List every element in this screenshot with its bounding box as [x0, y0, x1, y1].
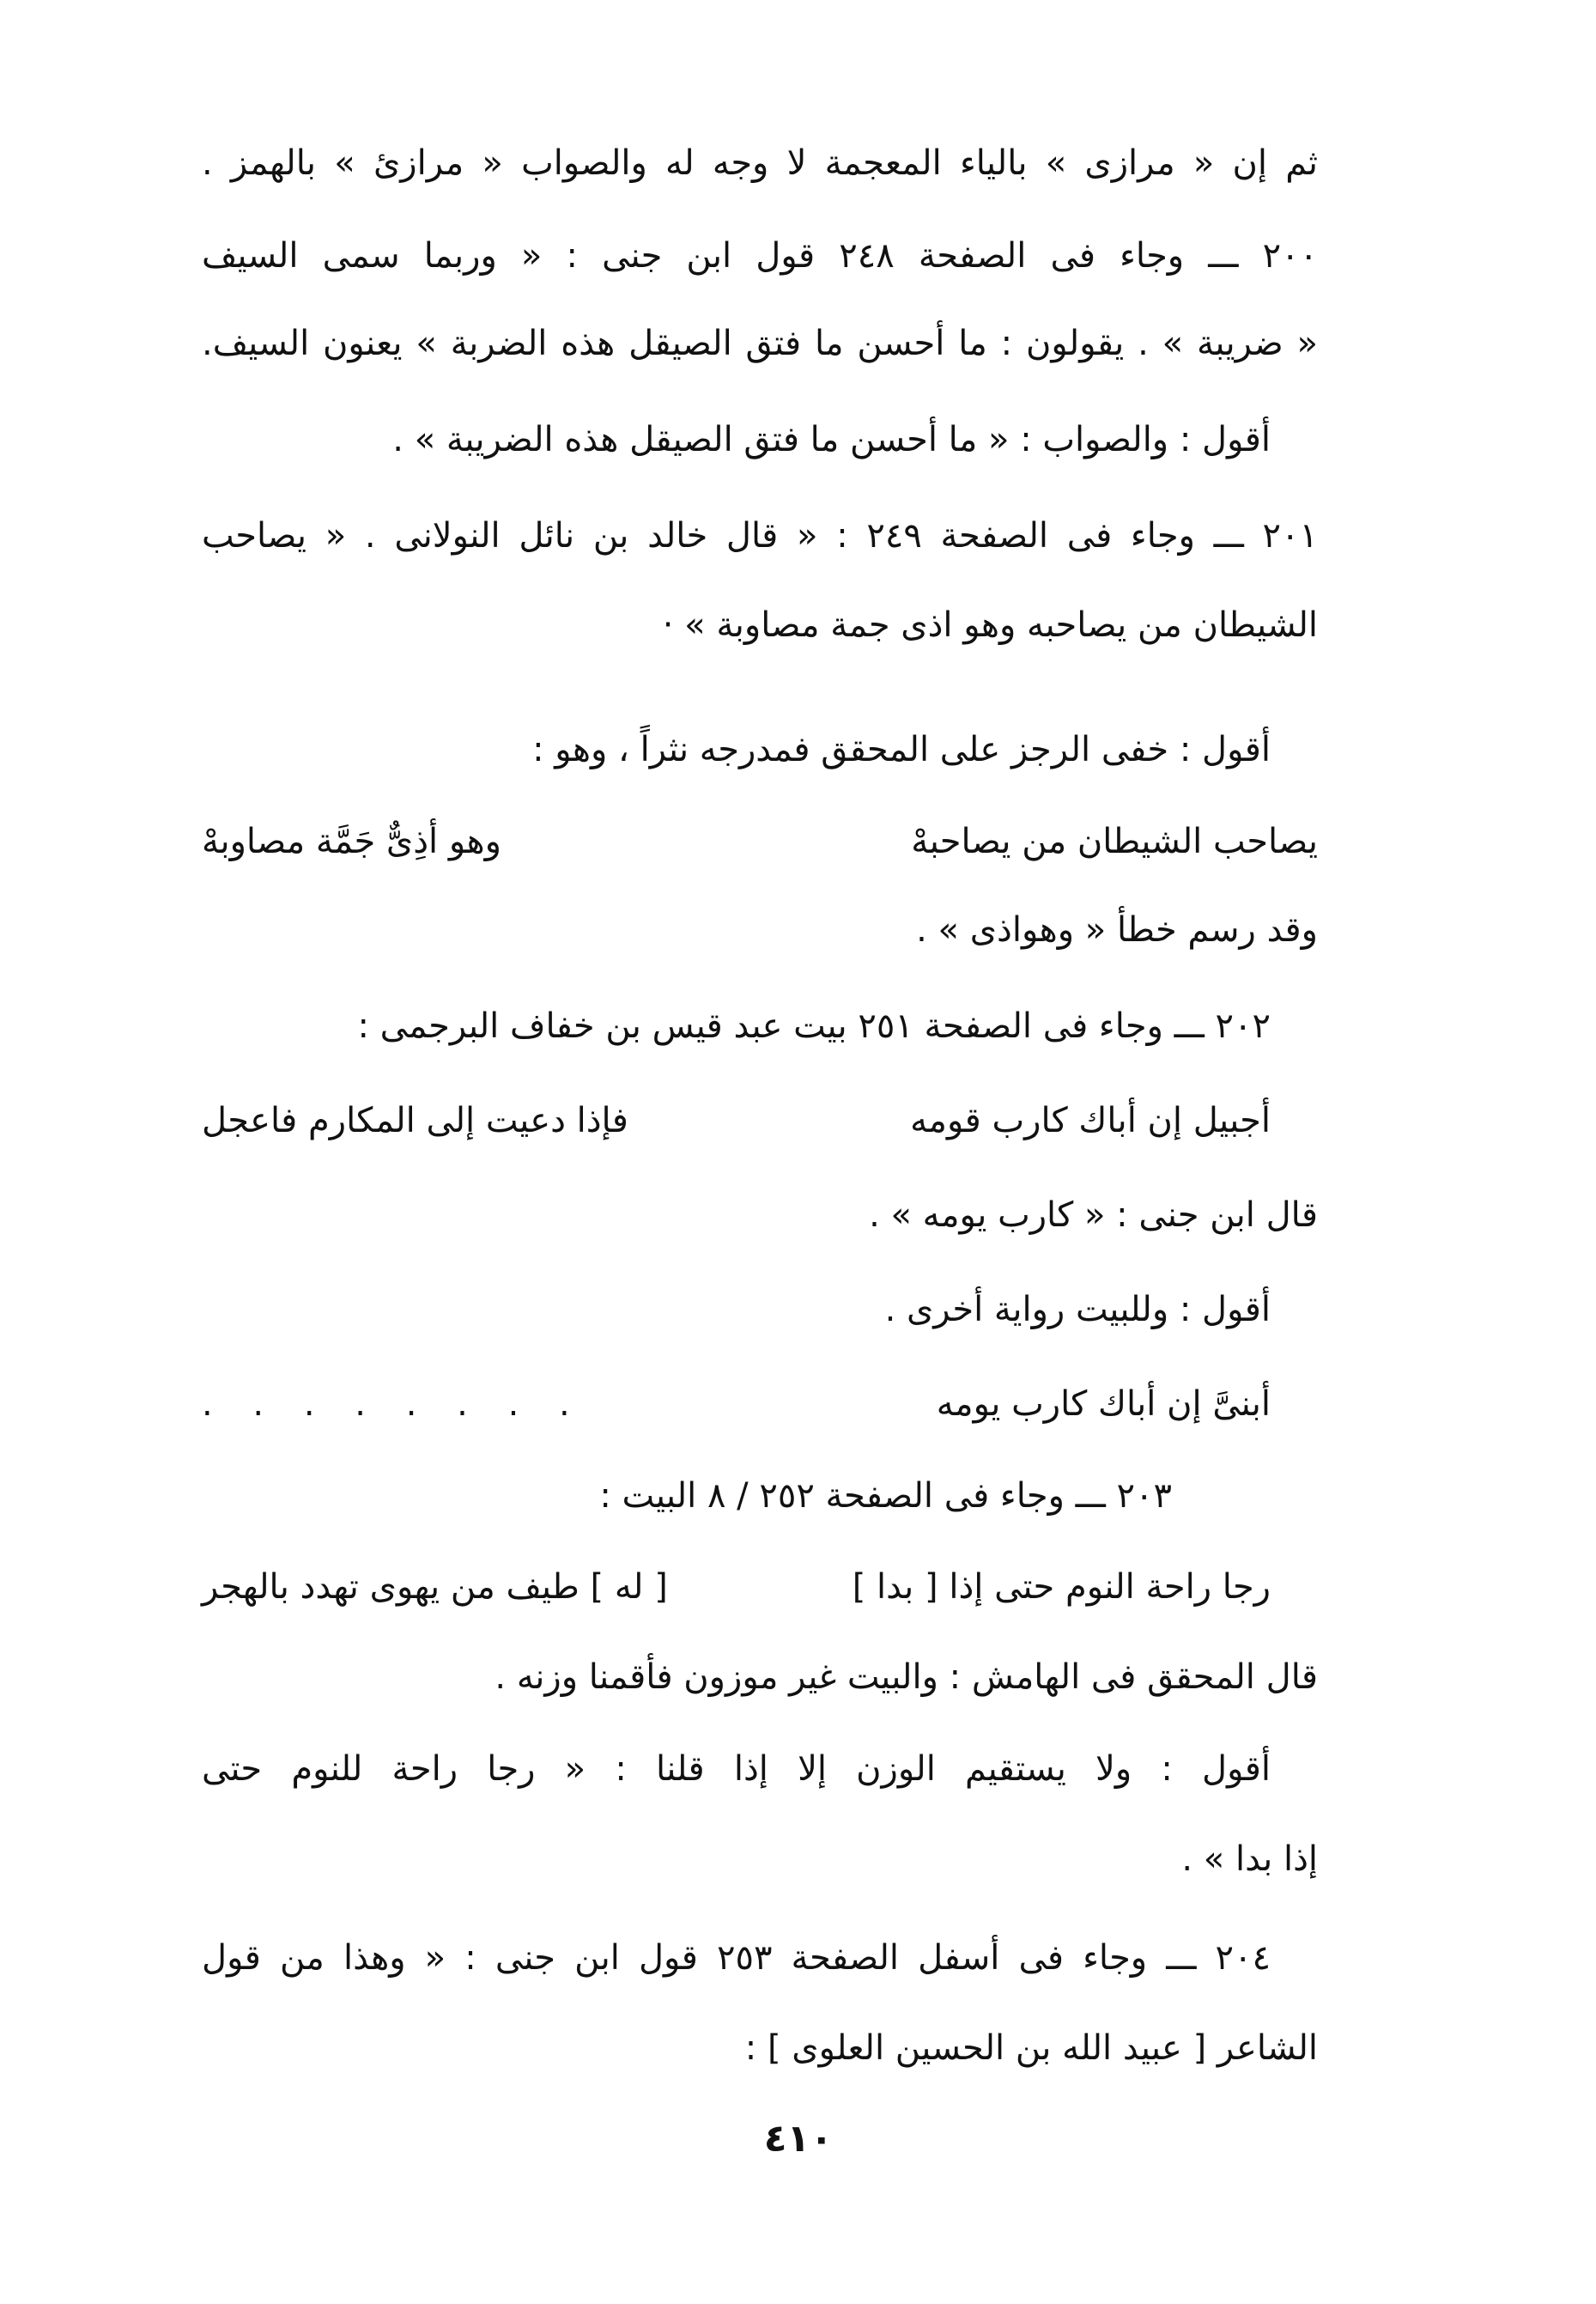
- text-line: أقول : خفى الرجز على المحقق فمدرجه نثراً ، وهو :: [532, 730, 1271, 769]
- text-line: أقول : ولا يستقيم الوزن إلا إذا قلنا : « رجا راحة للنوم حتى: [202, 1749, 1271, 1789]
- text-line: ٢٠١ ـــ وجاء فى الصفحة ٢٤٩ : « قال خالد بن نائل النولانى . « يصاحب: [202, 516, 1318, 556]
- verse-first-hemistich: أجبيل إن أباك كارب قومه: [910, 1101, 1271, 1140]
- verse-line: [202, 1567, 1271, 1621]
- text-line: ٢٠٣ ـــ وجاء فى الصفحة ٢٥٢ / ٨ البيت :: [599, 1476, 1172, 1516]
- text-line: أقول : والصواب : « ما أحسن ما فتق الصيقل هذه الضريبة » .: [392, 420, 1271, 459]
- verse-ellipsis: . . . . . . . .: [202, 1384, 570, 1424]
- text-line: ثم إن « مرازى » بالياء المعجمة لا وجه له والصواب « مرازئ » بالهمز .: [202, 143, 1318, 183]
- verse-line: [202, 1103, 1271, 1155]
- page-number: ٤١٠: [763, 2117, 834, 2161]
- text-line: الشاعر [ عبيد الله بن الحسين العلوى ] :: [744, 2028, 1318, 2068]
- verse-second-hemistich: فإذا دعيت إلى المكارم فاعجل: [202, 1101, 628, 1140]
- verse-first-hemistich: يصاحب الشيطان من يصاحبهْ: [911, 822, 1318, 861]
- text-line: أقول : وللبيت رواية أخرى .: [884, 1290, 1271, 1329]
- text-line: إذا بدا » .: [1181, 1839, 1318, 1879]
- verse-first-hemistich: أبنىَّ إن أباك كارب يومه: [936, 1384, 1271, 1424]
- text-line: ٢٠٢ ـــ وجاء فى الصفحة ٢٥١ بيت عبد قيس بن خفاف البرجمى :: [357, 1006, 1271, 1046]
- text-line: الشيطان من يصاحبه وهو اذى جمة مصاوبة » ·: [662, 605, 1318, 645]
- text-line: قال المحقق فى الهامش : والبيت غير موزون فأقمنا وزنه .: [495, 1657, 1318, 1697]
- text-line: قال ابن جنى : « كارب يومه » .: [869, 1195, 1318, 1235]
- verse-second-hemistich: [ له ] طيف من يهوى تهدد بالهجر: [202, 1567, 668, 1607]
- verse-second-hemistich: وهو أذِىٌّ جَمَّة مصاوبهْ: [202, 822, 501, 861]
- verse-line: [202, 824, 1318, 876]
- text-line: ٢٠٤ ـــ وجاء فى أسفل الصفحة ٢٥٣ قول ابن جنى : « وهذا من قول: [202, 1938, 1271, 1978]
- verse-line: [202, 1384, 1271, 1438]
- text-line: ٢٠٠ ـــ وجاء فى الصفحة ٢٤٨ قول ابن جنى : « وربما سمى السيف: [202, 236, 1319, 276]
- text-line: وقد رسم خطأ « وهواذى » .: [916, 910, 1318, 950]
- verse-first-hemistich: رجا راحة النوم حتى إذا [ بدا ]: [852, 1567, 1271, 1607]
- text-line: « ضريبة » . يقولون : ما أحسن ما فتق الصيقل هذه الضربة » يعنون السيف.: [202, 324, 1318, 363]
